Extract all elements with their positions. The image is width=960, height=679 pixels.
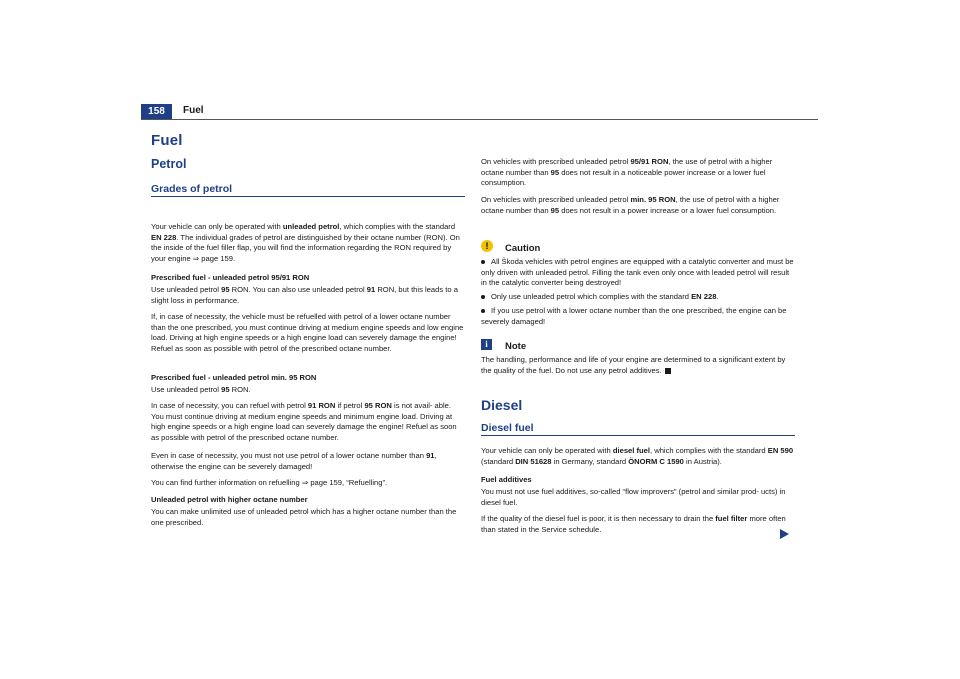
subsection-title-diesel-fuel: Diesel fuel bbox=[481, 422, 795, 436]
paragraph: On vehicles with prescribed unleaded petrol 95/91 RON, the use of petrol with a higher octane number than 95 does not result in a noticeable power increase or a lower fuel consumption. bbox=[481, 157, 773, 188]
section-title-diesel: Diesel bbox=[481, 397, 523, 413]
section-title-petrol: Petrol bbox=[151, 157, 187, 171]
paragraph: On vehicles with prescribed unleaded petrol min. 95 RON, the use of petrol with a higher octane number than 95 does not result in a power increase or a lower fuel consumption. bbox=[481, 195, 780, 215]
subsection-title-grades: Grades of petrol bbox=[151, 183, 465, 197]
paragraph: Your vehicle can only be operated with unleaded petrol, which complies with the standard EN 228. The individual grades of petrol are distinguished by their octane number (RON). On the inside of the fuel filler flap, you will find the information regarding the RON required by your engine ⇒ page 159. bbox=[151, 222, 460, 263]
bullet-dot bbox=[481, 309, 485, 313]
caution-warning-icon: ! bbox=[481, 240, 493, 252]
running-header-title: Fuel bbox=[183, 105, 204, 116]
chapter-title: Fuel bbox=[151, 132, 183, 149]
subheading: Prescribed fuel - unleaded petrol min. 95 RON bbox=[151, 373, 317, 382]
subheading: Fuel additives bbox=[481, 475, 532, 484]
bullet-dot bbox=[481, 260, 485, 264]
paragraph: Use unleaded petrol 95 RON. bbox=[151, 385, 251, 394]
next-page-arrow-icon[interactable] bbox=[780, 529, 789, 539]
paragraph: Your vehicle can only be operated with diesel fuel, which complies with the standard EN 590 (standard DIN 51628 in Germany, standard ÖNORM C 1590 in Austria). bbox=[481, 446, 794, 466]
page-number: 158 bbox=[141, 104, 172, 119]
subheading: Prescribed fuel - unleaded petrol 95/91 RON bbox=[151, 273, 310, 282]
caution-bullet: All Škoda vehicles with petrol engines are equipped with a catalytic converter and must be only driven with unleaded petrol. Filling the tank even only once with leaded petrol will result in the catalytic converter being destroyed! bbox=[481, 257, 794, 288]
caution-bullet: If you use petrol with a lower octane number than the one prescribed, the engine can be severely damaged! bbox=[481, 306, 787, 326]
paragraph: If, in case of necessity, the vehicle must be refuelled with petrol of a lower octane number than the one prescribed, you must continue driving at medium engine speeds and low engine load. Driving at high engine speeds or a high engine load can severely damage the engine! Refuel as soon as possible with petrol of the prescribed octane number. bbox=[151, 312, 464, 353]
paragraph: In case of necessity, you can refuel with petrol 91 RON if petrol 95 RON is not avail- able. You must continue driving at medium engine speeds and minimum engine load. Driving at high engine speeds or a high engine load can severely damage the engine! Refuel as soon as possible with petrol of the prescribed octane number. bbox=[151, 401, 457, 442]
bullet-dot bbox=[481, 295, 485, 299]
caution-label: Caution bbox=[505, 243, 541, 254]
caution-bullet: Only use unleaded petrol which complies with the standard EN 228. bbox=[481, 292, 795, 303]
paragraph: If the quality of the diesel fuel is poor, it is then necessary to drain the fuel filter more often than stated in the Service schedule. bbox=[481, 514, 786, 534]
paragraph: Use unleaded petrol 95 RON. You can also use unleaded petrol 91 RON, but this leads to a slight loss in performance. bbox=[151, 285, 458, 305]
note-label: Note bbox=[505, 341, 527, 352]
paragraph: You must not use fuel additives, so-called “flow improvers” (petrol and similar prod- ucts) in diesel fuel. bbox=[481, 487, 786, 507]
section-end-mark bbox=[665, 368, 671, 374]
paragraph-cross-reference: You can find further information on refuelling ⇒ page 159, “Refuelling”. bbox=[151, 478, 388, 487]
subheading: Unleaded petrol with higher octane number bbox=[151, 495, 308, 504]
header-rule bbox=[141, 119, 818, 120]
paragraph: You can make unlimited use of unleaded petrol which has a higher octane number than the one prescribed. bbox=[151, 507, 457, 527]
paragraph: Even in case of necessity, you must not use petrol of a lower octane number than 91, otherwise the engine can be severely damaged! bbox=[151, 451, 437, 471]
info-note-icon: i bbox=[481, 339, 492, 350]
note-text: The handling, performance and life of your engine are determined to a significant extent by the quality of the fuel. Do not use any petrol additives. bbox=[481, 355, 786, 375]
